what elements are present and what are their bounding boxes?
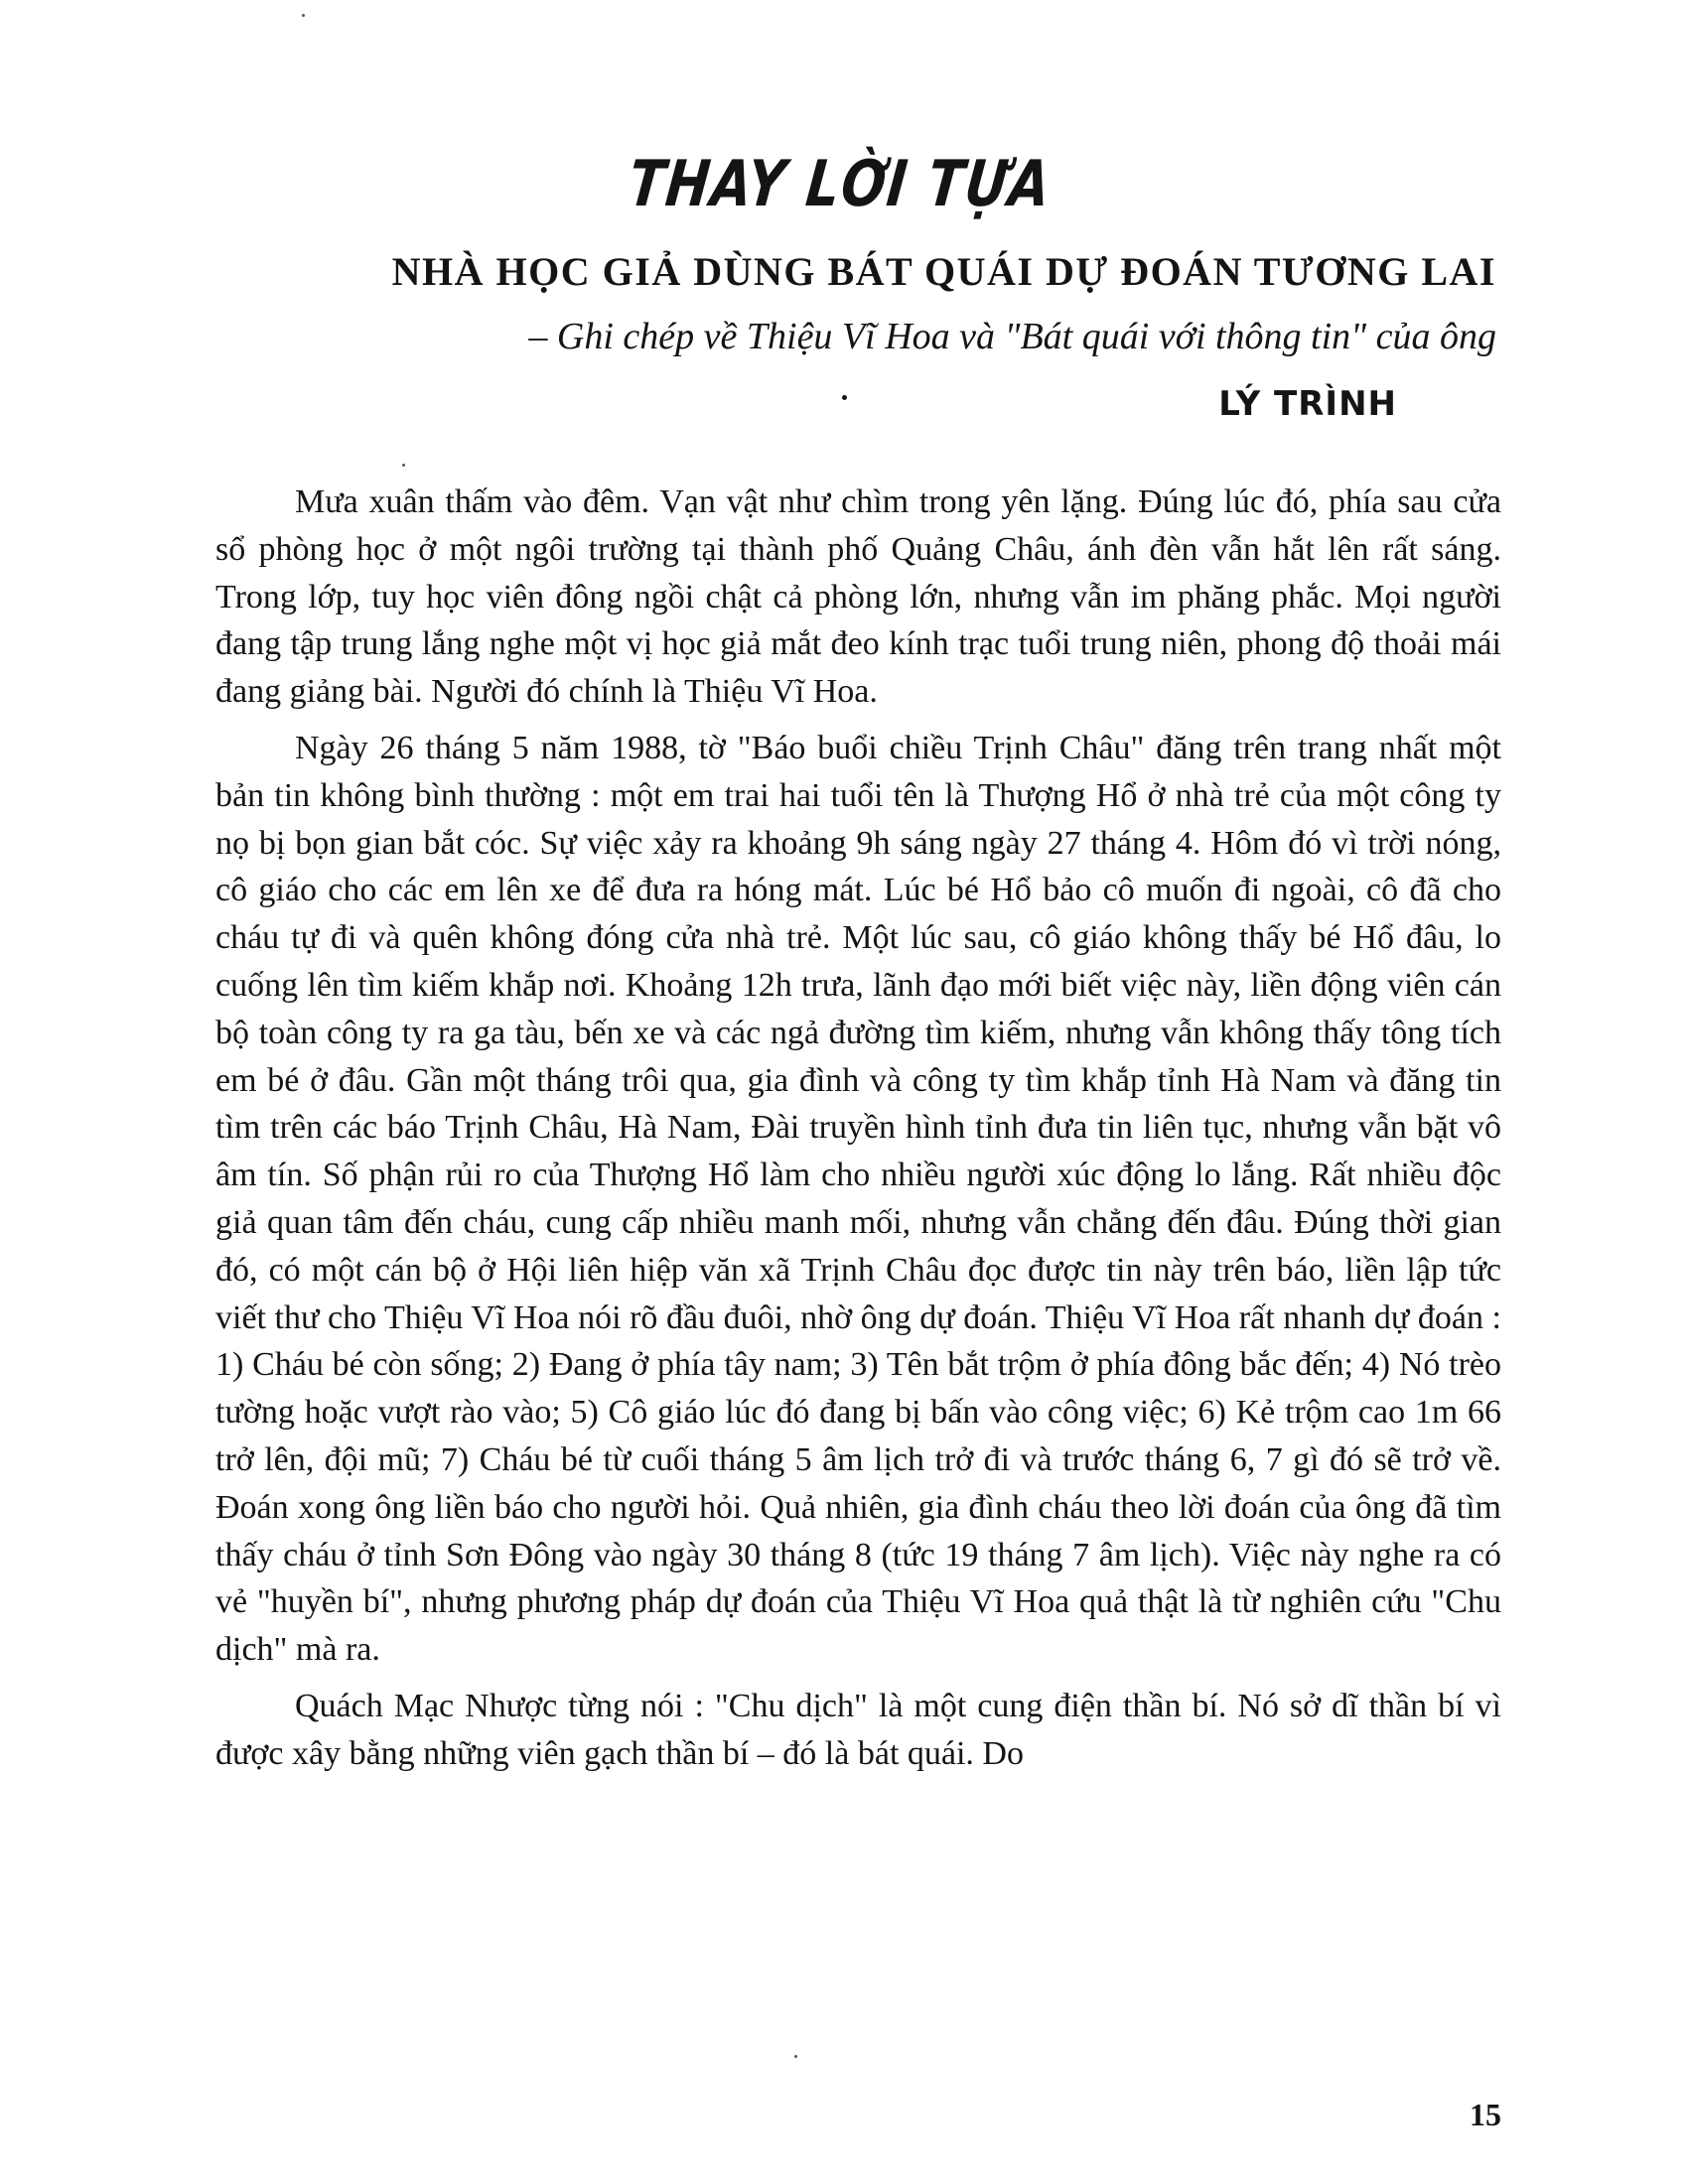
author-name: LÝ TRÌNH <box>1218 384 1397 424</box>
paragraph: Quách Mạc Nhược từng nói : "Chu dịch" là một cung điện thần bí. Nó sở dĩ thần bí vì được xây bằng những viên gạch thần bí – đó là bát quái. Do <box>215 1687 1501 1772</box>
subtitle-note: – Ghi chép về Thiệu Vĩ Hoa và "Bát quái với thông tin" của ông <box>528 316 1496 357</box>
paragraph: Ngày 26 tháng 5 năm 1988, tờ "Báo buổi chiều Trịnh Châu" đăng trên trang nhất một bản tin không bình thường : một em trai hai tuổi tên là Thượng Hổ ở nhà trẻ của một công ty nọ bị bọn gian bắt cóc. Sự việc xảy ra khoảng 9h sáng ngày 27 tháng 4. Hôm đó vì trời nóng, cô giáo cho các em lên xe để đưa ra hóng mát. Lúc bé Hổ bảo cô muốn đi ngoài, cô đã cho cháu tự đi và quên không đóng cửa nhà trẻ. Một lúc sau, cô giáo không thấy bé Hổ đâu, lo cuống lên tìm kiếm khắp nơi. Khoảng 12h trưa, lãnh đạo mới biết việc này, liền động viên cán bộ toàn công ty ra ga tàu, bến xe và các ngả đường tìm kiếm, nhưng vẫn không thấy tông tích em bé ở đâu. Gần một tháng trôi qua, gia đình và công ty tìm khắp tỉnh Hà Nam và đăng tin tìm trên các báo Trịnh Châu, Hà Nam, Đài truyền hình tỉnh đưa tin liên tục, nhưng vẫn bặt vô âm tín. Số phận rủi ro của Thượng Hổ làm cho nhiều người xúc động lo lắng. Rất nhiều độc giả quan tâm đến cháu, cung cấp nhiều manh mối, nhưng vẫn chẳng đến đâu. Đúng thời gian đó, có một cán bộ ở Hội liên hiệp văn xã Trịnh Châu đọc được tin này trên báo, liền lập tức viết thư cho Thiệu Vĩ Hoa nói rõ đầu đuôi, nhờ ông dự đoán. Thiệu Vĩ Hoa rất nhanh dự đoán : 1) Cháu bé còn sống; 2) Đang ở phía tây nam; 3) Tên bắt trộm ở phía đông bắc đến; 4) Nó trèo tường hoặc vượt rào vào; 5) Cô giáo lúc đó đang bị bấn vào công việc; 6) Kẻ trộm cao 1m 66 trở lên, đội mũ; 7) Cháu bé từ cuối tháng 5 âm lịch trở đi và trước tháng 6, 7 gì đó sẽ trở về. Đoán xong ông liền báo cho người hỏi. Quả nhiên, gia đình cháu theo lời đoán của ông đã tìm thấy cháu ở tỉnh Sơn Đông vào ngày 30 tháng 8 (tức 19 tháng 7 âm lịch). Việc này nghe ra có vẻ "huyền bí", nhưng phương pháp dự đoán của Thiệu Vĩ Hoa quả thật là từ nghiên cứu "Chu dịch" mà ra. <box>215 729 1501 1669</box>
chapter-title: THAY LỜI TỰA <box>625 148 1055 221</box>
page-number: 15 <box>1470 2097 1501 2132</box>
scan-speck <box>302 14 305 17</box>
body-text <box>215 478 1501 1787</box>
scan-speck <box>402 464 405 467</box>
subtitle: NHÀ HỌC GIẢ DÙNG BÁT QUÁI DỰ ĐOÁN TƯƠNG LAI <box>391 249 1496 294</box>
stray-dot <box>842 395 847 400</box>
paragraph: Mưa xuân thấm vào đêm. Vạn vật như chìm trong yên lặng. Đúng lúc đó, phía sau cửa sổ phòng học ở một ngôi trường tại thành phố Quảng Châu, ánh đèn vẫn hắt lên rất sáng. Trong lớp, tuy học viên đông ngồi chật cả phòng lớn, nhưng vẫn im phăng phắc. Mọi người đang tập trung lắng nghe một vị học giả mắt đeo kính trạc tuổi trung niên, phong độ thoải mái đang giảng bài. Người đó chính là Thiệu Vĩ Hoa. <box>215 483 1501 711</box>
scan-speck <box>794 2055 797 2058</box>
